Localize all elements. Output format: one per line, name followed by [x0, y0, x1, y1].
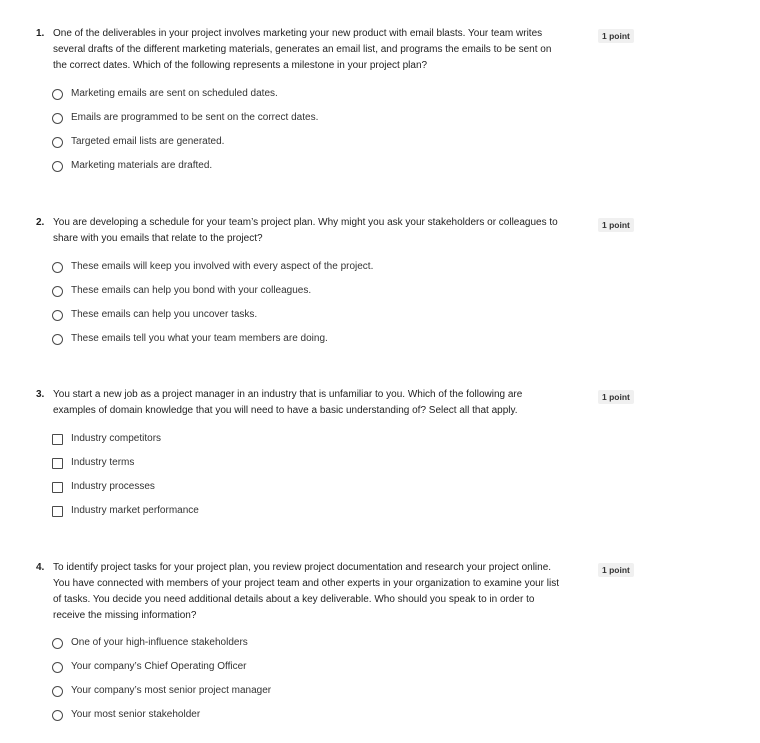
- points-badge: 1 point: [598, 563, 634, 577]
- option-radio[interactable]: [52, 255, 373, 279]
- radio-button[interactable]: [52, 161, 63, 172]
- question-text: One of the deliverables in your project involves marketing your new product with email blasts. Your team writes several drafts of the different marketing materials, generates an email list, and programs the emails to be sent on the correct dates. Which of the following represents a milestone in your project plan?: [53, 28, 552, 71]
- option-label: These emails can help you uncover tasks.: [71, 309, 258, 320]
- options-list: [52, 82, 318, 178]
- option-radio[interactable]: [52, 655, 271, 679]
- option-radio[interactable]: [52, 631, 271, 655]
- option-label: Industry market performance: [71, 505, 199, 516]
- question-text: You start a new job as a project manager in an industry that is unfamiliar to you. Which of the following are examples of domain knowledge that you will need to have a basic understanding of? Select all that apply.: [53, 389, 523, 416]
- option-label: Targeted email lists are generated.: [71, 136, 225, 147]
- checkbox[interactable]: [52, 458, 63, 469]
- points-badge: 1 point: [598, 218, 634, 232]
- option-radio[interactable]: [52, 303, 373, 327]
- checkbox[interactable]: [52, 434, 63, 445]
- option-radio[interactable]: [52, 679, 271, 703]
- option-label: These emails can help you bond with your colleagues.: [71, 285, 312, 296]
- option-label: These emails will keep you involved with every aspect of the project.: [71, 261, 374, 272]
- option-label: Emails are programmed to be sent on the correct dates.: [71, 112, 319, 123]
- radio-button[interactable]: [52, 710, 63, 721]
- option-label: One of your high-influence stakeholders: [71, 637, 248, 648]
- radio-button[interactable]: [52, 638, 63, 649]
- option-label: Your company’s Chief Operating Officer: [71, 661, 247, 672]
- radio-button[interactable]: [52, 310, 63, 321]
- options-list: [52, 427, 199, 523]
- points-badge: 1 point: [598, 390, 634, 404]
- radio-button[interactable]: [52, 286, 63, 297]
- question-number: 2.: [36, 217, 45, 228]
- option-checkbox[interactable]: [52, 499, 199, 523]
- option-label: These emails tell you what your team members are doing.: [71, 333, 328, 344]
- option-label: Industry competitors: [71, 433, 162, 444]
- question-number: 1.: [36, 28, 45, 39]
- option-radio[interactable]: [52, 82, 318, 106]
- radio-button[interactable]: [52, 89, 63, 100]
- question-text: You are developing a schedule for your team’s project plan. Why might you ask your stakeholders or colleagues to share with you emails that relate to the project?: [53, 217, 558, 244]
- option-label: Your most senior stakeholder: [71, 709, 201, 720]
- question-number: 4.: [36, 562, 45, 573]
- option-radio[interactable]: [52, 106, 318, 130]
- radio-button[interactable]: [52, 334, 63, 345]
- question-number: 3.: [36, 389, 45, 400]
- option-label: Marketing materials are drafted.: [71, 160, 213, 171]
- option-checkbox[interactable]: [52, 475, 199, 499]
- question-text: To identify project tasks for your project plan, you review project documentation and research your project online. You have connected with members of your project team and other experts in your organization to examine your list of tasks. You decide you need additional details about a key deliverable. Who should you speak to in order to receive the missing information?: [53, 562, 560, 621]
- checkbox[interactable]: [52, 506, 63, 517]
- radio-button[interactable]: [52, 662, 63, 673]
- option-label: Industry processes: [71, 481, 155, 492]
- option-radio[interactable]: [52, 327, 373, 351]
- option-radio[interactable]: [52, 154, 318, 178]
- radio-button[interactable]: [52, 262, 63, 273]
- points-badge: 1 point: [598, 29, 634, 43]
- option-radio[interactable]: [52, 130, 318, 154]
- radio-button[interactable]: [52, 686, 63, 697]
- option-radio[interactable]: [52, 279, 373, 303]
- radio-button[interactable]: [52, 113, 63, 124]
- option-checkbox[interactable]: [52, 427, 199, 451]
- options-list: [52, 631, 271, 727]
- radio-button[interactable]: [52, 137, 63, 148]
- option-radio[interactable]: [52, 703, 271, 727]
- option-label: Industry terms: [71, 457, 135, 468]
- checkbox[interactable]: [52, 482, 63, 493]
- option-label: Your company’s most senior project manager: [71, 685, 272, 696]
- options-list: [52, 255, 373, 351]
- option-checkbox[interactable]: [52, 451, 199, 475]
- option-label: Marketing emails are sent on scheduled dates.: [71, 88, 278, 99]
